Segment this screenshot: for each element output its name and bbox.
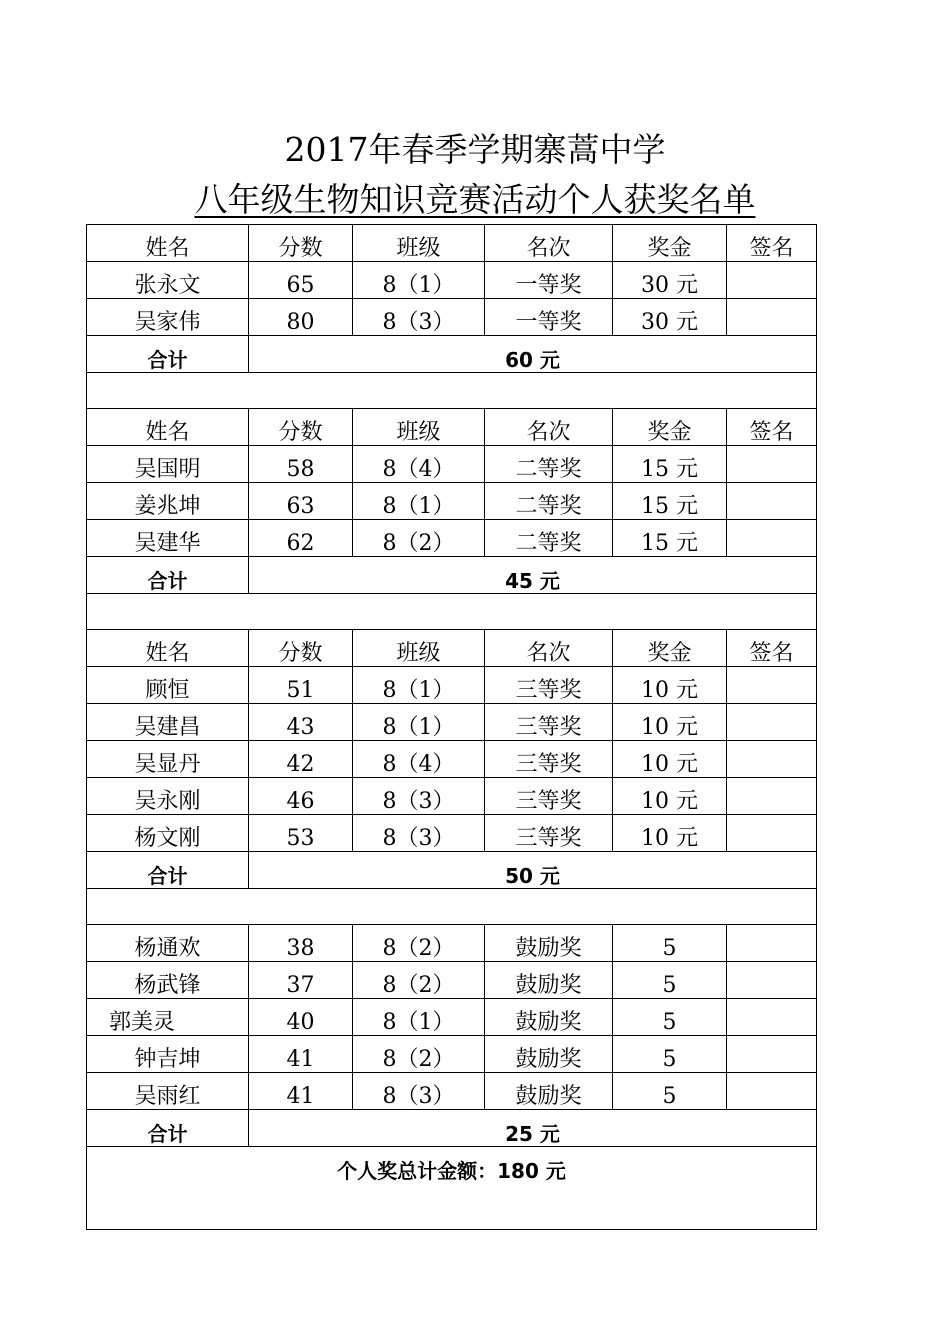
award-table-body (87, 225, 817, 1230)
spacer-cell (87, 594, 817, 630)
rank-cell: 鼓励奖 (485, 999, 613, 1036)
prize-cell: 15 元 (613, 483, 727, 520)
class-cell: 8（3） (353, 299, 485, 336)
subtotal-row (87, 557, 817, 594)
name-cell: 郭美灵 (87, 999, 249, 1036)
award-table (86, 224, 817, 1230)
rank-cell: 鼓励奖 (485, 1073, 613, 1110)
spacer-row (87, 889, 817, 925)
subtotal-label: 合计 (87, 852, 249, 889)
name-cell: 吴建昌 (87, 704, 249, 741)
class-cell: 8（1） (353, 999, 485, 1036)
class-cell: 8（2） (353, 925, 485, 962)
column-header-signature: 签名 (727, 225, 817, 262)
signature-cell (727, 704, 817, 741)
column-header-signature: 签名 (727, 409, 817, 446)
score-cell: 51 (249, 667, 353, 704)
column-header-rank: 名次 (485, 630, 613, 667)
class-cell: 8（3） (353, 815, 485, 852)
score-cell: 41 (249, 1036, 353, 1073)
subtotal-value: 60 元 (249, 336, 817, 373)
column-header-prize: 奖金 (613, 225, 727, 262)
subtotal-row (87, 1110, 817, 1147)
class-cell: 8（4） (353, 446, 485, 483)
table-row (87, 778, 817, 815)
column-header-prize: 奖金 (613, 409, 727, 446)
class-cell: 8（1） (353, 262, 485, 299)
name-cell: 杨文刚 (87, 815, 249, 852)
rank-cell: 三等奖 (485, 704, 613, 741)
class-cell: 8（3） (353, 1073, 485, 1110)
header-row (87, 630, 817, 667)
name-cell: 杨武锋 (87, 962, 249, 999)
score-cell: 43 (249, 704, 353, 741)
score-cell: 41 (249, 1073, 353, 1110)
name-cell: 吴雨红 (87, 1073, 249, 1110)
signature-cell (727, 446, 817, 483)
name-cell: 吴国明 (87, 446, 249, 483)
column-header-name: 姓名 (87, 225, 249, 262)
signature-cell (727, 483, 817, 520)
rank-cell: 鼓励奖 (485, 962, 613, 999)
name-cell: 钟吉坤 (87, 1036, 249, 1073)
prize-cell: 10 元 (613, 667, 727, 704)
prize-cell: 10 元 (613, 704, 727, 741)
subtotal-value: 25 元 (249, 1110, 817, 1147)
signature-cell (727, 962, 817, 999)
name-cell: 杨通欢 (87, 925, 249, 962)
rank-cell: 一等奖 (485, 262, 613, 299)
table-row (87, 962, 817, 999)
column-header-class: 班级 (353, 225, 485, 262)
table-row (87, 999, 817, 1036)
name-cell: 吴建华 (87, 520, 249, 557)
class-cell: 8（1） (353, 667, 485, 704)
class-cell: 8（2） (353, 962, 485, 999)
rank-cell: 三等奖 (485, 815, 613, 852)
prize-cell: 5 (613, 1036, 727, 1073)
spacer-cell (87, 889, 817, 925)
score-cell: 80 (249, 299, 353, 336)
rank-cell: 一等奖 (485, 299, 613, 336)
score-cell: 40 (249, 999, 353, 1036)
subtotal-row (87, 852, 817, 889)
signature-cell (727, 815, 817, 852)
table-row (87, 520, 817, 557)
header-row (87, 409, 817, 446)
score-cell: 65 (249, 262, 353, 299)
table-row (87, 741, 817, 778)
rank-cell: 三等奖 (485, 741, 613, 778)
score-cell: 62 (249, 520, 353, 557)
column-header-prize: 奖金 (613, 630, 727, 667)
signature-cell (727, 520, 817, 557)
prize-cell: 30 元 (613, 299, 727, 336)
spacer-row (87, 594, 817, 630)
column-header-name: 姓名 (87, 409, 249, 446)
column-header-class: 班级 (353, 409, 485, 446)
column-header-rank: 名次 (485, 409, 613, 446)
name-cell: 吴家伟 (87, 299, 249, 336)
prize-cell: 10 元 (613, 741, 727, 778)
subtotal-label: 合计 (87, 557, 249, 594)
subtotal-value: 45 元 (249, 557, 817, 594)
prize-cell: 5 (613, 1073, 727, 1110)
signature-cell (727, 1073, 817, 1110)
table-row (87, 299, 817, 336)
score-cell: 37 (249, 962, 353, 999)
rank-cell: 三等奖 (485, 667, 613, 704)
header-row (87, 225, 817, 262)
name-cell: 吴显丹 (87, 741, 249, 778)
signature-cell (727, 741, 817, 778)
column-header-score: 分数 (249, 225, 353, 262)
score-cell: 58 (249, 446, 353, 483)
table-row (87, 704, 817, 741)
document-title-line1: 2017年春季学期寨蒿中学 (284, 130, 666, 169)
rank-cell: 三等奖 (485, 778, 613, 815)
score-cell: 53 (249, 815, 353, 852)
subtotal-label: 合计 (87, 1110, 249, 1147)
document-title-line2 (0, 178, 950, 222)
rank-cell: 鼓励奖 (485, 925, 613, 962)
table-row (87, 1036, 817, 1073)
table-row (87, 446, 817, 483)
rank-cell: 二等奖 (485, 483, 613, 520)
subtotal-value: 50 元 (249, 852, 817, 889)
class-cell: 8（4） (353, 741, 485, 778)
prize-cell: 5 (613, 925, 727, 962)
prize-cell: 10 元 (613, 778, 727, 815)
column-header-score: 分数 (249, 409, 353, 446)
class-cell: 8（2） (353, 520, 485, 557)
column-header-score: 分数 (249, 630, 353, 667)
column-header-signature: 签名 (727, 630, 817, 667)
table-row (87, 925, 817, 962)
subtotal-label: 合计 (87, 336, 249, 373)
class-cell: 8（1） (353, 704, 485, 741)
table-row (87, 262, 817, 299)
name-cell: 吴永刚 (87, 778, 249, 815)
class-cell: 8（1） (353, 483, 485, 520)
score-cell: 63 (249, 483, 353, 520)
column-header-rank: 名次 (485, 225, 613, 262)
prize-cell: 15 元 (613, 446, 727, 483)
signature-cell (727, 778, 817, 815)
prize-cell: 10 元 (613, 815, 727, 852)
score-cell: 38 (249, 925, 353, 962)
rank-cell: 二等奖 (485, 446, 613, 483)
score-cell: 42 (249, 741, 353, 778)
signature-cell (727, 925, 817, 962)
class-cell: 8（3） (353, 778, 485, 815)
prize-cell: 30 元 (613, 262, 727, 299)
table-row (87, 1073, 817, 1110)
signature-cell (727, 1036, 817, 1073)
rank-cell: 二等奖 (485, 520, 613, 557)
prize-cell: 5 (613, 999, 727, 1036)
spacer-cell (87, 373, 817, 409)
spacer-row (87, 373, 817, 409)
table-row (87, 815, 817, 852)
signature-cell (727, 299, 817, 336)
signature-cell (727, 999, 817, 1036)
prize-cell: 15 元 (613, 520, 727, 557)
name-cell: 姜兆坤 (87, 483, 249, 520)
signature-cell (727, 667, 817, 704)
class-cell: 8（2） (353, 1036, 485, 1073)
name-cell: 顾恒 (87, 667, 249, 704)
grand-total: 个人奖总计金额：180 元 (87, 1147, 817, 1230)
score-cell: 46 (249, 778, 353, 815)
rank-cell: 鼓励奖 (485, 1036, 613, 1073)
column-header-class: 班级 (353, 630, 485, 667)
table-row (87, 483, 817, 520)
signature-cell (727, 262, 817, 299)
table-row (87, 667, 817, 704)
column-header-name: 姓名 (87, 630, 249, 667)
name-cell: 张永文 (87, 262, 249, 299)
prize-cell: 5 (613, 962, 727, 999)
document-title-text: 八年级生物知识竞赛活动个人获奖名单 (194, 180, 756, 219)
subtotal-row (87, 336, 817, 373)
grand-total-row (87, 1147, 817, 1230)
